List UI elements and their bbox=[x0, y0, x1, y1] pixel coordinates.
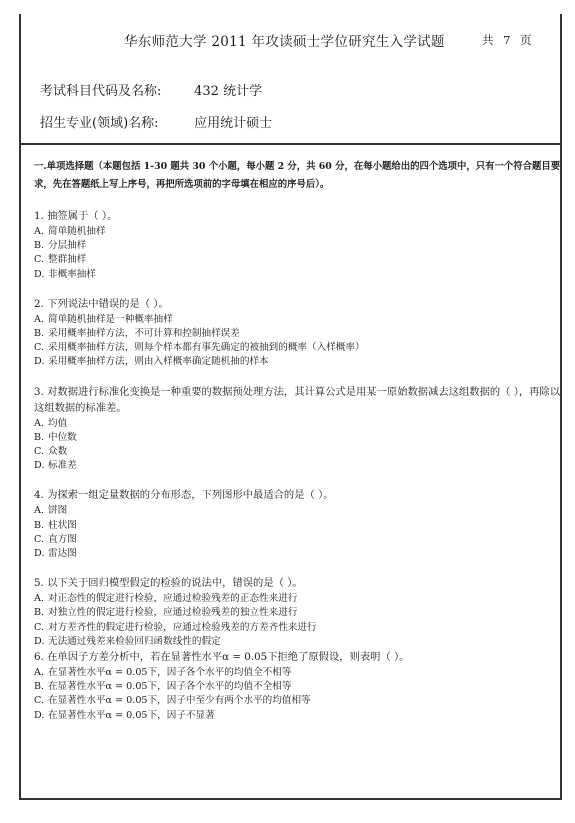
option-key: A. bbox=[34, 417, 44, 429]
option-key: D. bbox=[34, 356, 45, 368]
option-key: A. bbox=[34, 313, 44, 325]
question-stem: 5. 以下关于回归模型假定的检验的说法中，错误的是（ ）。 bbox=[34, 577, 303, 590]
option-key: C. bbox=[34, 695, 45, 707]
option-text: 直方图 bbox=[48, 533, 77, 545]
question-section bbox=[34, 158, 564, 737]
option-text: 简单随机抽样 bbox=[48, 226, 106, 237]
header-divider bbox=[19, 143, 561, 145]
option-text: 采用概率抽样方法，则由入样概率确定随机抽的样本 bbox=[48, 356, 269, 368]
option-key: D. bbox=[34, 635, 45, 647]
option-text: 在显著性水平α = 0.05下，因子不显著 bbox=[48, 709, 215, 721]
option-key: B. bbox=[34, 240, 45, 252]
option-key: B. bbox=[34, 328, 45, 340]
answer-option bbox=[34, 709, 564, 723]
answer-option bbox=[34, 431, 564, 445]
option-key: C. bbox=[34, 342, 45, 354]
answer-option bbox=[34, 417, 564, 431]
option-key: B. bbox=[34, 431, 45, 443]
answer-option bbox=[34, 533, 564, 547]
answer-option bbox=[34, 327, 564, 341]
left-border bbox=[19, 14, 21, 800]
section-instructions: 一.单项选择题（本题包括 1-30 题共 30 个小题，每小题 2 分，共 60 分，在每小题给出的四个选项中，只有一个符合题目要求，先在答题纸上写上序号，再把所选项前的字母填在相应的序号后）。 bbox=[34, 161, 561, 190]
question-item bbox=[34, 384, 564, 474]
option-key: A. bbox=[34, 226, 44, 237]
option-key: D. bbox=[34, 548, 45, 560]
answer-option bbox=[34, 268, 564, 282]
option-text: 整群抽样 bbox=[48, 254, 87, 266]
option-key: A. bbox=[34, 667, 44, 679]
question-stem: 6. 在单因子方差分析中，若在显著性水平α = 0.05下拒绝了原假设，则表明（ ）。 bbox=[34, 651, 410, 664]
answer-option bbox=[34, 519, 564, 533]
footer-divider bbox=[19, 798, 561, 800]
answer-option bbox=[34, 680, 564, 694]
answer-option bbox=[34, 666, 564, 680]
subject-row bbox=[40, 80, 262, 99]
option-text: 采用概率抽样方法，不可计算和控制抽样误差 bbox=[48, 328, 240, 340]
option-text: 对正态性的假定进行检验，应通过检验残差的正态性来进行 bbox=[48, 593, 298, 605]
option-text: 非概率抽样 bbox=[48, 268, 96, 280]
answer-option bbox=[34, 694, 564, 708]
option-text: 采用概率抽样方法，则每个样本都有事先确定的被抽到的概率（入样概率） bbox=[48, 342, 365, 354]
answer-option bbox=[34, 635, 564, 649]
option-text: 在显著性水平α = 0.05下，因子各个水平的均值不全相等 bbox=[48, 681, 292, 693]
answer-option bbox=[34, 445, 564, 459]
exam-header bbox=[20, 30, 560, 50]
option-text: 饼图 bbox=[48, 505, 68, 517]
answer-option bbox=[34, 341, 564, 355]
major-label: 招生专业(领域)名称: bbox=[40, 116, 159, 131]
answer-option bbox=[34, 253, 564, 267]
answer-option bbox=[34, 621, 564, 635]
answer-option bbox=[34, 606, 564, 620]
exam-title: 华东师范大学 2011 年攻读硕士学位研究生入学试题 bbox=[124, 34, 445, 50]
major-row bbox=[40, 112, 272, 131]
question-item bbox=[34, 208, 564, 282]
option-key: D. bbox=[34, 268, 45, 280]
question-list bbox=[34, 208, 564, 723]
option-text: 在显著性水平α = 0.05下，因子各个水平的均值全不相等 bbox=[48, 667, 292, 679]
answer-option bbox=[34, 547, 564, 561]
answer-option bbox=[34, 459, 564, 473]
option-text: 雷达图 bbox=[48, 548, 77, 560]
option-text: 中位数 bbox=[48, 431, 77, 443]
option-key: C. bbox=[34, 621, 45, 633]
question-stem: 2. 下列说法中错误的是（ ）。 bbox=[34, 297, 169, 310]
option-key: B. bbox=[34, 519, 45, 531]
option-text: 简单随机抽样是一种概率抽样 bbox=[48, 313, 173, 325]
answer-option bbox=[34, 313, 564, 327]
question-stem: 1. 抽签属于（ ）。 bbox=[34, 210, 118, 222]
option-key: C. bbox=[34, 446, 45, 458]
option-text: 在显著性水平α = 0.05下，因子中至少有两个水平的均值相等 bbox=[48, 695, 311, 707]
question-item bbox=[34, 575, 564, 649]
question-item bbox=[34, 649, 564, 723]
answer-option bbox=[34, 504, 564, 518]
option-key: B. bbox=[34, 681, 45, 693]
subject-value: 432 统计学 bbox=[194, 84, 263, 99]
option-text: 对方差齐性的假定进行检验，应通过检验残差的方差齐性来进行 bbox=[48, 621, 317, 633]
option-key: A. bbox=[34, 505, 44, 517]
option-text: 标准差 bbox=[48, 460, 77, 472]
answer-option bbox=[34, 239, 564, 253]
question-stem: 3. 对数据进行标准化变换是一种重要的数据预处理方法，其计算公式是用某一原始数据减去这组数据的（ ），再除以这组数据的标准差。 bbox=[34, 385, 561, 414]
answer-option bbox=[34, 225, 564, 239]
option-key: C. bbox=[34, 254, 45, 266]
subject-label: 考试科目代码及名称: bbox=[40, 84, 162, 99]
option-text: 柱状图 bbox=[48, 519, 77, 531]
option-text: 无法通过残差来检验回归函数线性的假定 bbox=[48, 635, 221, 647]
option-key: C. bbox=[34, 533, 45, 545]
option-key: A. bbox=[34, 593, 44, 605]
option-text: 对独立性的假定进行检验，应通过检验残差的独立性来进行 bbox=[48, 607, 298, 619]
question-item bbox=[34, 487, 564, 561]
option-text: 分层抽样 bbox=[48, 240, 87, 252]
question-item bbox=[34, 296, 564, 370]
answer-option bbox=[34, 592, 564, 606]
answer-option bbox=[34, 355, 564, 369]
major-value: 应用统计硕士 bbox=[194, 116, 273, 131]
page-count: 共 7 页 bbox=[482, 33, 532, 47]
option-text: 均值 bbox=[48, 417, 68, 429]
question-stem: 4. 为探索一组定量数据的分布形态，下列图形中最适合的是（ ）。 bbox=[34, 489, 334, 502]
option-key: D. bbox=[34, 460, 45, 472]
option-key: B. bbox=[34, 607, 45, 619]
option-text: 众数 bbox=[48, 446, 68, 458]
option-key: D. bbox=[34, 709, 45, 721]
